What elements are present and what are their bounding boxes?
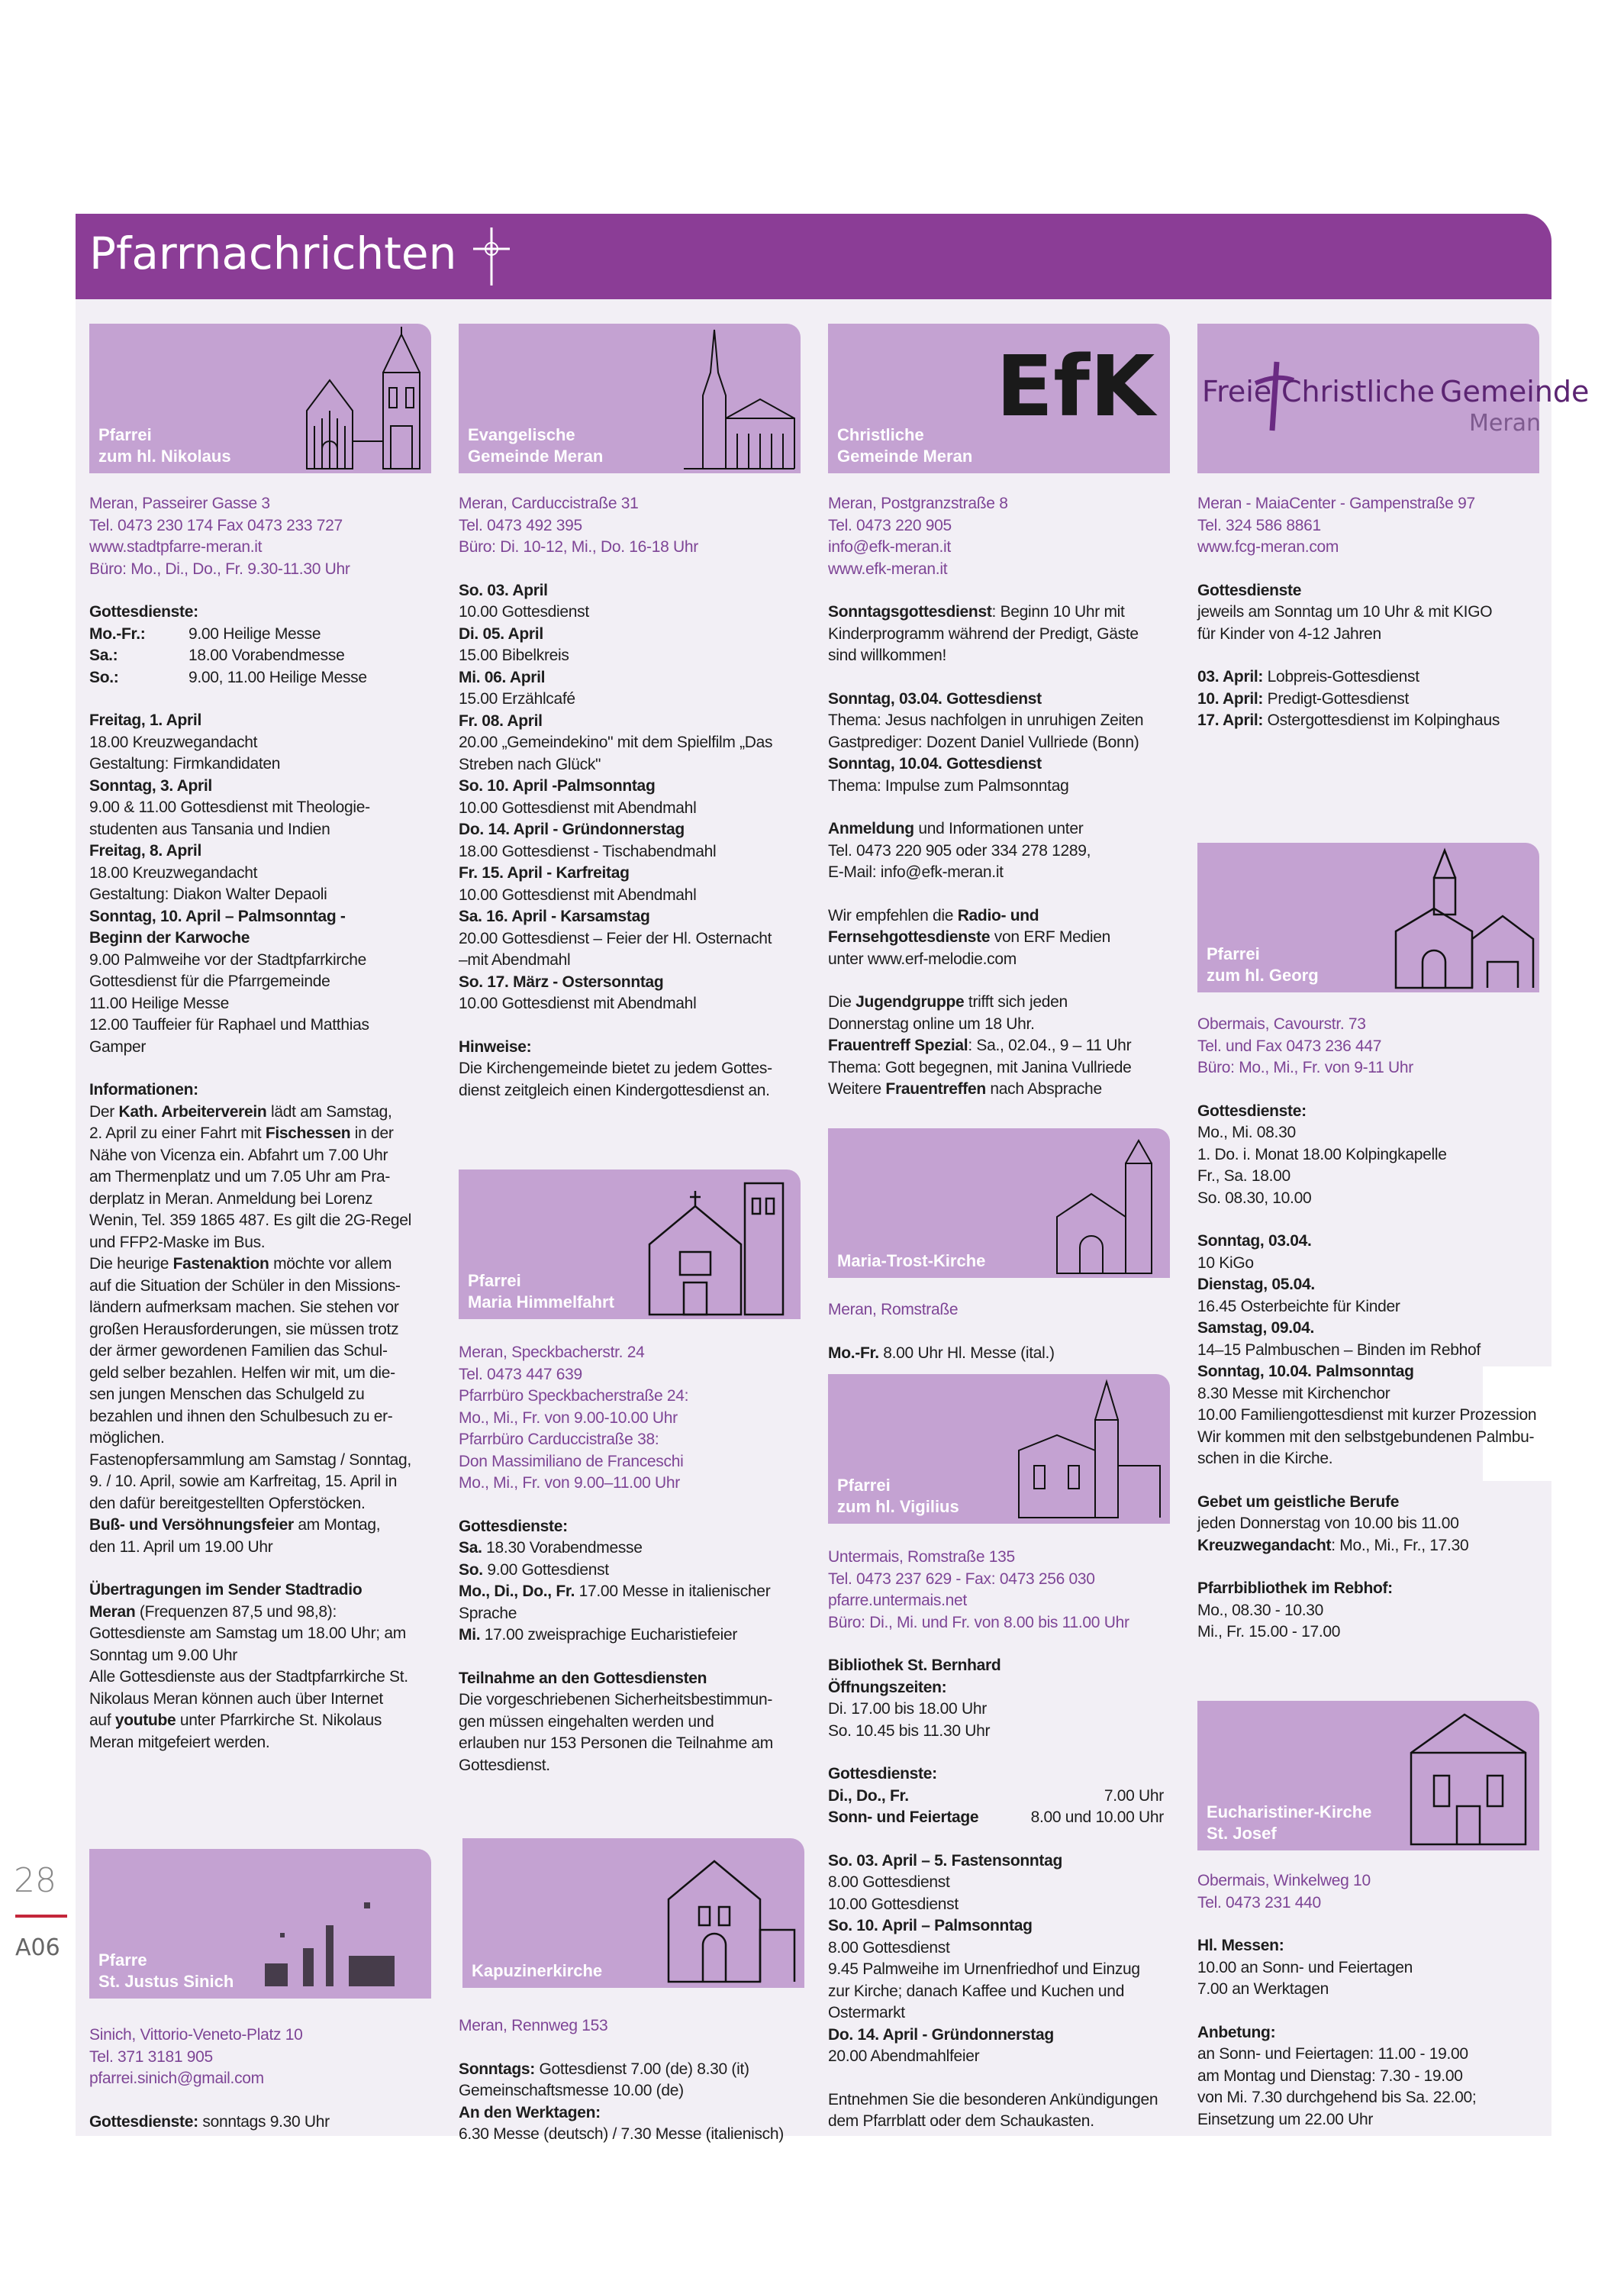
text-line: So. 17. März - Ostersonntag bbox=[459, 973, 664, 991]
address-line: info@efk-meran.it bbox=[828, 538, 951, 556]
section-heading: Gottesdienste: bbox=[828, 1765, 937, 1783]
text-line: 10 KiGo bbox=[1197, 1253, 1254, 1272]
text-line: dem Pfarrblatt oder dem Schaukasten. bbox=[828, 2112, 1094, 2130]
vigilius-text bbox=[828, 1547, 1168, 2133]
address-line: Büro: Di., Mi. und Fr. von 8.00 bis 11.00 Uhr bbox=[828, 1613, 1129, 1631]
text-line: So. 10.45 bis 11.30 Uhr bbox=[828, 1721, 991, 1740]
card-vigilius bbox=[828, 1374, 1170, 1524]
schedule-row: Di., Do., Fr. 7.00 Uhr bbox=[828, 1786, 1164, 1805]
address-line: Tel. 0473 492 395 bbox=[459, 516, 582, 534]
text-line: Mo., Di., Do., Fr. 17.00 Messe in italienischer bbox=[459, 1583, 771, 1600]
text-line: Gottesdienste: sonntags 9.30 Uhr bbox=[89, 2112, 330, 2131]
text-line: Sonntag, 10.04. Palmsonntag bbox=[1197, 1363, 1414, 1380]
spacer bbox=[89, 1558, 430, 1579]
text-line: Kreuzwegandacht: Mo., Mi., Fr., 17.30 bbox=[1197, 1536, 1469, 1554]
card-label-josef: Eucharistiner-Kirche St. Josef bbox=[1207, 1802, 1372, 1843]
spacer bbox=[828, 797, 1168, 818]
text-line: 10. April: Predigt-Gottesdienst bbox=[1197, 689, 1410, 708]
text-line: schen in die Kirche. bbox=[1197, 1450, 1333, 1467]
text-line: So. 10. April -Palmsonntag bbox=[459, 777, 656, 795]
page-code: A06 bbox=[15, 1934, 60, 1961]
text-line: Die vorgeschriebenen Sicherheitsbestimmun- bbox=[459, 1691, 773, 1708]
spacer bbox=[828, 2068, 1168, 2089]
text-line: 7.00 an Werktagen bbox=[1197, 1980, 1329, 1998]
text-line: Mo., Mi. 08.30 bbox=[1197, 1124, 1296, 1141]
text-line: Sonntag um 9.00 Uhr bbox=[89, 1646, 237, 1664]
text-line: 10.00 Familiengottesdienst mit kurzer Prozession bbox=[1197, 1406, 1537, 1424]
text-line: zur Kirche; danach Kaffee und Kuchen und bbox=[828, 1982, 1125, 2000]
text-line: Sprache bbox=[459, 1604, 517, 1622]
text-line: erlauben nur 153 Personen die Teilnahme am bbox=[459, 1734, 773, 1752]
text-line: 15.00 Bibelkreis bbox=[459, 647, 569, 664]
text-line: Beginn der Karwoche bbox=[89, 929, 250, 947]
text-line: Fastenopfersammlung am Samstag / Sonntag, bbox=[89, 1450, 411, 1469]
text-line: großen Herausforderungen, sie müssen trotz bbox=[89, 1320, 399, 1338]
text-line: studenten aus Tansania und Indien bbox=[89, 820, 330, 838]
church-nikolaus-icon bbox=[299, 327, 429, 470]
spacer bbox=[89, 1058, 430, 1079]
text-line: ländern aufmerksam machen. Sie stehen vor bbox=[89, 1299, 399, 1316]
spacer bbox=[89, 580, 430, 602]
address-line: www.fcg-meran.com bbox=[1197, 538, 1339, 556]
spacer bbox=[828, 1742, 1168, 1763]
address-line: Meran, Rennweg 153 bbox=[459, 2017, 608, 2034]
text-line: 6.30 Messe (deutsch) / 7.30 Messe (italienisch) bbox=[459, 2125, 784, 2143]
text-line: 9. / 10. April, sowie am Karfreitag, 15. April in bbox=[89, 1473, 398, 1490]
spacer bbox=[1197, 1209, 1538, 1231]
column-3 bbox=[828, 321, 1171, 2137]
address-line: Meran, Carduccistraße 31 bbox=[459, 495, 639, 512]
card-nikolaus bbox=[89, 324, 431, 473]
text-line: Gastprediger: Dozent Daniel Vullriede (Bonn) bbox=[828, 733, 1139, 751]
address-line: Mo., Mi., Fr. von 9.00-10.00 Uhr bbox=[459, 1408, 678, 1427]
text-line: Öffnungszeiten: bbox=[828, 1678, 947, 1696]
text-line: 03. April: Lobpreis-Gottesdienst bbox=[1197, 668, 1419, 686]
text-line: Frauentreff Spezial: Sa., 02.04., 9 – 11 Uhr bbox=[828, 1037, 1132, 1054]
schedule-row: Mo.-Fr.: 9.00 Heilige Messe bbox=[89, 624, 321, 643]
text-line: 10.00 Gottesdienst mit Abendmahl bbox=[459, 799, 697, 817]
fcg-logo bbox=[1202, 354, 1590, 453]
text-line: Gestaltung: Firmkandidaten bbox=[89, 755, 281, 773]
text-line: Sonntag, 03.04. bbox=[1197, 1232, 1312, 1250]
text-line: Sonntag, 3. April bbox=[89, 776, 212, 795]
card-himmelfahrt bbox=[459, 1170, 801, 1319]
text-line: unter www.erf-melodie.com bbox=[828, 950, 1017, 968]
spacer bbox=[1197, 1557, 1538, 1578]
card-label-himmelfahrt: Pfarrei Maria Himmelfahrt bbox=[468, 1271, 614, 1311]
text-line: Entnehmen Sie die besonderen Ankündigungen bbox=[828, 2090, 1158, 2108]
text-line: So. 10. April – Palmsonntag bbox=[828, 1917, 1033, 1934]
address-line: Don Massimiliano de Franceschi bbox=[459, 1452, 684, 1470]
text-line: Pfarrbibliothek im Rebhof: bbox=[1197, 1579, 1393, 1597]
text-line: Sonntag, 10.04. Gottesdienst bbox=[828, 755, 1042, 773]
spacer bbox=[1197, 645, 1538, 666]
text-line: Meran (Frequenzen 87,5 und 98,8): bbox=[89, 1602, 337, 1621]
text-line: Gottesdienst. bbox=[459, 1756, 550, 1774]
schedule-row: Sa.: 18.00 Vorabendmesse bbox=[89, 647, 345, 664]
address-line: pfarrei.sinich@gmail.com bbox=[89, 2070, 264, 2087]
text-line: Tel. 0473 220 905 oder 334 278 1289, bbox=[828, 841, 1091, 860]
spacer bbox=[459, 559, 799, 580]
card-label-sinich: Pfarre St. Justus Sinich bbox=[98, 1950, 234, 1991]
text-line: Gottesdienste: bbox=[1197, 1102, 1307, 1120]
text-line: 10.00 an Sonn- und Feiertagen bbox=[1197, 1958, 1413, 1976]
text-line: 15.00 Erzählcafé bbox=[459, 690, 575, 708]
text-line: Donnerstag online um 18 Uhr. bbox=[828, 1015, 1035, 1033]
text-line: Sonntag, 10. April – Palmsonntag - bbox=[89, 907, 346, 925]
text-line: An den Werktagen: bbox=[459, 2103, 601, 2121]
church-sinich-icon bbox=[257, 1879, 410, 1994]
efk-logo bbox=[996, 339, 1164, 438]
address-line: pfarre.untermais.net bbox=[828, 1592, 967, 1609]
text-line: 10.00 Gottesdienst mit Abendmahl bbox=[459, 886, 697, 904]
spacer bbox=[828, 970, 1168, 992]
address-line: Tel. und Fax 0473 236 447 bbox=[1197, 1037, 1382, 1055]
header-banner bbox=[76, 214, 1552, 299]
card-label-kapuziner: Kapuzinerkirche bbox=[472, 1961, 603, 1980]
text-line: Samstag, 09.04. bbox=[1197, 1319, 1315, 1337]
spacer bbox=[828, 580, 1168, 602]
text-line: Gottesdienst für die Pfarrgemeinde bbox=[89, 973, 330, 990]
address-line: Büro: Mo., Mi., Fr. von 9-11 Uhr bbox=[1197, 1059, 1413, 1076]
spacer bbox=[1197, 1914, 1538, 1935]
text-line: Weitere Frauentreffen nach Absprache bbox=[828, 1080, 1102, 1098]
text-line: am Montag und Dienstag: 7.30 - 19.00 bbox=[1197, 2066, 1463, 2085]
church-vigilius-icon bbox=[1011, 1382, 1164, 1519]
text-line: gen müssen eingehalten werden und bbox=[459, 1712, 714, 1731]
card-sinich bbox=[89, 1849, 431, 1999]
text-line: Wir empfehlen die Radio- und bbox=[828, 906, 1039, 924]
text-line: 9.00 Palmweihe vor der Stadtpfarrkirche bbox=[89, 950, 366, 969]
text-line: der ärmer gewordenen Familien das Schul- bbox=[89, 1342, 388, 1360]
text-line: Di. 05. April bbox=[459, 624, 543, 643]
section-heading: Teilnahme an den Gottesdiensten bbox=[459, 1669, 707, 1687]
spacer bbox=[459, 1647, 799, 1668]
address-line: Tel. 0473 220 905 bbox=[828, 516, 952, 534]
text-line: möglichen. bbox=[89, 1429, 165, 1447]
fcg-text bbox=[1197, 493, 1538, 732]
text-line: Mi., Fr. 15.00 - 17.00 bbox=[1197, 1623, 1341, 1641]
card-georg bbox=[1197, 843, 1539, 992]
text-line: Die Kirchengemeinde bietet zu jedem Gottes- bbox=[459, 1060, 772, 1077]
church-josef-icon bbox=[1403, 1707, 1537, 1846]
section-heading: Hinweise: bbox=[459, 1037, 532, 1056]
text-line: Thema: Impulse zum Palmsonntag bbox=[828, 776, 1069, 795]
spacer bbox=[828, 667, 1168, 689]
address-line: Tel. 0473 230 174 Fax 0473 233 727 bbox=[89, 516, 343, 534]
svg-text:Freie: Freie bbox=[1202, 375, 1272, 408]
text-line: Gottesdienste am Samstag um 18.00 Uhr; am bbox=[89, 1624, 406, 1642]
card-kapuziner bbox=[462, 1838, 804, 1988]
text-line: den 11. April um 19.00 Uhr bbox=[89, 1537, 273, 1556]
column-4 bbox=[1197, 321, 1590, 2137]
card-label-efk: Christliche Gemeinde Meran bbox=[837, 425, 973, 466]
address-line: Büro: Di. 10-12, Mi., Do. 16-18 Uhr bbox=[459, 538, 698, 556]
card-label-evangelisch: Evangelische Gemeinde Meran bbox=[468, 425, 604, 466]
card-label-nikolaus: Pfarrei zum hl. Nikolaus bbox=[98, 425, 231, 466]
text-line: und FFP2-Maske im Bus. bbox=[89, 1233, 266, 1251]
address-line: Tel. 0473 447 639 bbox=[459, 1365, 582, 1383]
svg-text:Gemeinde: Gemeinde bbox=[1440, 375, 1590, 408]
text-line: Mo., 08.30 - 10.30 bbox=[1197, 1601, 1324, 1619]
josef-text bbox=[1197, 1870, 1538, 2131]
address-line: Tel. 324 586 8861 bbox=[1197, 516, 1321, 534]
text-line: 14–15 Palmbuschen – Binden im Rebhof bbox=[1197, 1341, 1481, 1359]
text-line: Do. 14. April - Gründonnerstag bbox=[459, 821, 685, 838]
card-label-georg: Pfarrei zum hl. Georg bbox=[1207, 944, 1319, 985]
column-1 bbox=[89, 321, 433, 2137]
address-line: Untermais, Romstraße 135 bbox=[828, 1548, 1015, 1566]
church-himmelfahrt-icon bbox=[642, 1176, 794, 1316]
text-line: Gamper bbox=[89, 1037, 147, 1056]
church-trost-icon bbox=[1049, 1133, 1164, 1275]
card-josef bbox=[1197, 1701, 1539, 1850]
schedule-row: Sonn- und Feiertage 8.00 und 10.00 Uhr bbox=[828, 1808, 1164, 1826]
section-heading: Informationen: bbox=[89, 1081, 198, 1099]
address-line: Obermais, Winkelweg 10 bbox=[1197, 1872, 1371, 1889]
text-line: 20.00 Gottesdienst – Feier der Hl. Osternacht bbox=[459, 929, 772, 947]
text-line: Übertragungen im Sender Stadtradio bbox=[89, 1581, 362, 1599]
text-line: jeweils am Sonntag um 10 Uhr & mit KIGO bbox=[1197, 603, 1493, 621]
address-line: Meran, Postgranzstraße 8 bbox=[828, 495, 1008, 512]
spacer bbox=[1197, 559, 1538, 580]
text-line: Fernsehgottesdienste von ERF Medien bbox=[828, 928, 1110, 946]
text-line: Die heurige Fastenaktion möchte vor allem bbox=[89, 1255, 392, 1273]
text-line: Bibliothek St. Bernhard bbox=[828, 1657, 1001, 1674]
text-line: 8.30 Messe mit Kirchenchor bbox=[1197, 1384, 1390, 1402]
address-line: Tel. 0473 237 629 - Fax: 0473 256 030 bbox=[828, 1570, 1095, 1588]
text-line: auf youtube unter Pfarrkirche St. Nikolaus bbox=[89, 1712, 382, 1729]
text-line: Di. 17.00 bis 18.00 Uhr bbox=[828, 1700, 987, 1718]
page-number: 28 bbox=[14, 1861, 56, 1900]
text-line: für Kinder von 4-12 Jahren bbox=[1197, 624, 1381, 643]
text-line: 8.00 Gottesdienst bbox=[828, 1873, 950, 1891]
text-line: 18.00 Kreuzwegandacht bbox=[89, 863, 258, 882]
text-line: 20.00 „Gemeindekino" mit dem Spielfilm „Das bbox=[459, 734, 773, 751]
address-line: Meran, Romstraße bbox=[828, 1301, 959, 1318]
text-line: auf die Situation der Schüler in den Missions- bbox=[89, 1276, 401, 1295]
text-line: Freitag, 8. April bbox=[89, 842, 201, 860]
address-line: Meran, Speckbacherstr. 24 bbox=[459, 1344, 645, 1361]
cross-icon bbox=[469, 224, 514, 289]
text-line: 9.45 Palmweihe im Urnenfriedhof und Einzug bbox=[828, 1960, 1140, 1978]
section-heading: Gottesdienste: bbox=[459, 1517, 568, 1535]
text-line: bezahlen und ihnen den Schulbesuch zu er- bbox=[89, 1407, 393, 1425]
section-heading: Gottesdienste: bbox=[89, 603, 198, 621]
address-line: Büro: Mo., Di., Do., Fr. 9.30-11.30 Uhr bbox=[89, 560, 350, 578]
text-line: an Sonn- und Feiertagen: 11.00 - 19.00 bbox=[1197, 2045, 1468, 2063]
text-line: dienst zeitgleich einen Kindergottesdienst an. bbox=[459, 1081, 770, 1099]
address-line: Meran - MaiaCenter - Gampenstraße 97 bbox=[1197, 495, 1475, 512]
text-line: sind willkommen! bbox=[828, 647, 947, 664]
text-line: 20.00 Abendmahlfeier bbox=[828, 2047, 980, 2065]
address-line: www.stadtpfarre-meran.it bbox=[89, 538, 263, 556]
address-line: Pfarrbüro Carduccistraße 38: bbox=[459, 1431, 659, 1448]
text-line: von Mi. 7.30 durchgehend bis Sa. 22.00; bbox=[1197, 2089, 1477, 2106]
text-line: Gestaltung: Diakon Walter Depaoli bbox=[89, 886, 327, 903]
text-line: Mi. 06. April bbox=[459, 668, 546, 686]
text-line: Kinderprogramm während der Predigt, Gäste bbox=[828, 624, 1139, 643]
text-line: Sonntags: Gottesdienst 7.00 (de) 8.30 (it) bbox=[459, 2060, 749, 2078]
text-line: Wir kommen mit den selbstgebundenen Palmbu- bbox=[1197, 1428, 1535, 1446]
text-line: Thema: Jesus nachfolgen in unruhigen Zeiten bbox=[828, 711, 1144, 729]
text-line: 17. April: Ostergottesdienst im Kolpinghaus bbox=[1197, 711, 1500, 729]
text-line: 16.45 Osterbeichte für Kinder bbox=[1197, 1297, 1400, 1315]
text-line: 12.00 Tauffeier für Raphael und Matthias bbox=[89, 1016, 369, 1034]
page-number-rule bbox=[15, 1915, 67, 1918]
card-fcg bbox=[1197, 324, 1590, 473]
text-line: E-Mail: info@efk-meran.it bbox=[828, 863, 1004, 881]
address-line: Tel. 0473 231 440 bbox=[1197, 1893, 1321, 1912]
spacer bbox=[1197, 1079, 1538, 1101]
svg-text:Meran: Meran bbox=[1469, 410, 1542, 437]
text-line: 10.00 Gottesdienst bbox=[459, 603, 589, 621]
spacer bbox=[1197, 2001, 1538, 2022]
text-line: Fr., Sa. 18.00 bbox=[1197, 1167, 1290, 1185]
text-line: Freitag, 1. April bbox=[89, 711, 201, 729]
text-line: Dienstag, 05.04. bbox=[1197, 1276, 1315, 1293]
text-line: Sa. 18.30 Vorabendmesse bbox=[459, 1539, 643, 1557]
text-line: Der Kath. Arbeiterverein lädt am Samstag, bbox=[89, 1102, 392, 1121]
text-line: Hl. Messen: bbox=[1197, 1937, 1284, 1954]
text-line: Fr. 08. April bbox=[459, 711, 543, 730]
spacer bbox=[828, 884, 1168, 905]
text-line: Nähe von Vicenza ein. Abfahrt um 7.00 Uhr bbox=[89, 1146, 388, 1164]
address-line: Mo., Mi., Fr. von 9.00–11.00 Uhr bbox=[459, 1474, 680, 1492]
text-line: Gemeinschaftsmesse 10.00 (de) bbox=[459, 2082, 684, 2099]
address-line: Pfarrbüro Speckbacherstraße 24: bbox=[459, 1387, 689, 1405]
spacer bbox=[89, 689, 430, 710]
efk-text bbox=[828, 493, 1168, 1101]
text-line: Do. 14. April - Gründonnerstag bbox=[828, 2025, 1054, 2044]
card-label-trost: Maria-Trost-Kirche bbox=[837, 1251, 986, 1270]
text-line: Sa. 16. April - Karsamstag bbox=[459, 908, 650, 925]
card-efk bbox=[828, 324, 1170, 473]
efk-logo-text: EfK bbox=[996, 337, 1155, 435]
text-line: Wenin, Tel. 359 1865 487. Es gilt die 2G-Regel bbox=[89, 1211, 412, 1229]
text-line: Thema: Gott begegnen, mit Janina Vullriede bbox=[828, 1058, 1132, 1076]
address-line: www.efk-meran.it bbox=[828, 560, 948, 578]
text-line: Gottesdienste bbox=[1197, 581, 1302, 599]
text-line: Fr. 15. April - Karfreitag bbox=[459, 864, 630, 882]
text-line: Meran mitgefeiert werden. bbox=[89, 1733, 270, 1751]
text-line: jeden Donnerstag von 10.00 bis 11.00 bbox=[1197, 1515, 1459, 1532]
text-line: So. 08.30, 10.00 bbox=[1197, 1189, 1312, 1207]
page-title: Pfarrnachrichten bbox=[89, 227, 457, 279]
text-line: Mi. 17.00 zweisprachige Eucharistiefeier bbox=[459, 1626, 738, 1644]
schedule-row: So.: 9.00, 11.00 Heilige Messe bbox=[89, 668, 367, 686]
text-line: 2. April zu einer Fahrt mit Fischessen in der bbox=[89, 1124, 394, 1142]
text-line: 18.00 Gottesdienst - Tischabendmahl bbox=[459, 842, 717, 860]
spacer bbox=[828, 1321, 1168, 1343]
text-line: Die Jugendgruppe trifft sich jeden bbox=[828, 993, 1068, 1011]
nikolaus-text bbox=[89, 493, 430, 1753]
address-line: Tel. 371 3181 905 bbox=[89, 2047, 213, 2066]
text-line: den dafür bereitgestellten Opferstöcken. bbox=[89, 1494, 366, 1512]
text-line: Sonntag, 03.04. Gottesdienst bbox=[828, 689, 1042, 708]
text-line: 18.00 Kreuzwegandacht bbox=[89, 733, 258, 751]
text-line: derplatz in Meran. Anmeldung bei Lorenz bbox=[89, 1189, 373, 1208]
spacer bbox=[459, 1495, 799, 1516]
text-line: 8.00 Gottesdienst bbox=[828, 1938, 950, 1957]
text-line: Nikolaus Meran können auch über Internet bbox=[89, 1689, 383, 1708]
text-line: So. 03. April – 5. Fastensonntag bbox=[828, 1851, 1063, 1870]
column-2 bbox=[459, 321, 802, 2143]
address-line: Sinich, Vittorio-Veneto-Platz 10 bbox=[89, 2026, 303, 2044]
text-line: Gebet um geistliche Berufe bbox=[1197, 1492, 1400, 1511]
text-line: Einsetzung um 22.00 Uhr bbox=[1197, 2110, 1374, 2128]
text-line: Ostermarkt bbox=[828, 2004, 905, 2021]
text-line: –mit Abendmahl bbox=[459, 951, 571, 969]
sinich-text bbox=[89, 2025, 430, 2133]
text-line: 10.00 Gottesdienst bbox=[828, 1895, 959, 1913]
text-line: Streben nach Glück" bbox=[459, 755, 601, 773]
address-line: Meran, Passeirer Gasse 3 bbox=[89, 495, 270, 512]
spacer bbox=[459, 1015, 799, 1037]
address-line: Obermais, Cavourstr. 73 bbox=[1197, 1015, 1366, 1033]
text-line: Sonntagsgottesdienst: Beginn 10 Uhr mit bbox=[828, 603, 1125, 621]
trost-text bbox=[828, 1299, 1168, 1364]
text-line: geld selber bezahlen. Helfen wir mit, um die- bbox=[89, 1363, 395, 1382]
text-line: sen jungen Menschen das Schulgeld zu bbox=[89, 1386, 365, 1403]
text-line: 9.00 & 11.00 Gottesdienst mit Theologie- bbox=[89, 799, 370, 816]
kapuziner-text bbox=[459, 2015, 799, 2146]
text-line: Anbetung: bbox=[1197, 2023, 1276, 2041]
himmelfahrt-text bbox=[459, 1342, 799, 1776]
text-line: 1. Do. i. Monat 18.00 Kolpingkapelle bbox=[1197, 1145, 1447, 1163]
spacer bbox=[1197, 1470, 1538, 1492]
text-line: Mo.-Fr. 8.00 Uhr Hl. Messe (ital.) bbox=[828, 1344, 1055, 1362]
text-line: am Thermenplatz und um 7.05 Uhr am Pra- bbox=[89, 1168, 391, 1186]
text-line: Alle Gottesdienste aus der Stadtpfarrkirche St. bbox=[89, 1668, 408, 1686]
svg-text:Christliche: Christliche bbox=[1281, 375, 1435, 408]
spacer bbox=[828, 1829, 1168, 1850]
card-evangelisch bbox=[459, 324, 801, 473]
text-line: Anmeldung und Informationen unter bbox=[828, 820, 1084, 837]
evangelisch-text bbox=[459, 493, 799, 1102]
georg-text bbox=[1197, 1014, 1538, 1644]
church-kapuziner-icon bbox=[653, 1846, 798, 1983]
text-line: 10.00 Gottesdienst mit Abendmahl bbox=[459, 995, 697, 1012]
spacer bbox=[459, 2037, 799, 2059]
text-line: So. 03. April bbox=[459, 581, 548, 599]
card-label-vigilius: Pfarrei zum hl. Vigilius bbox=[837, 1476, 959, 1516]
text-line: So. 9.00 Gottesdienst bbox=[459, 1560, 609, 1579]
text-line: Buß- und Versöhnungsfeier am Montag, bbox=[89, 1516, 381, 1534]
spacer bbox=[89, 2090, 430, 2112]
spacer bbox=[828, 1634, 1168, 1655]
text-line: 11.00 Heilige Messe bbox=[89, 994, 230, 1012]
church-evangelisch-icon bbox=[680, 327, 798, 470]
card-trost bbox=[828, 1128, 1170, 1278]
church-georg-icon bbox=[1388, 847, 1537, 989]
